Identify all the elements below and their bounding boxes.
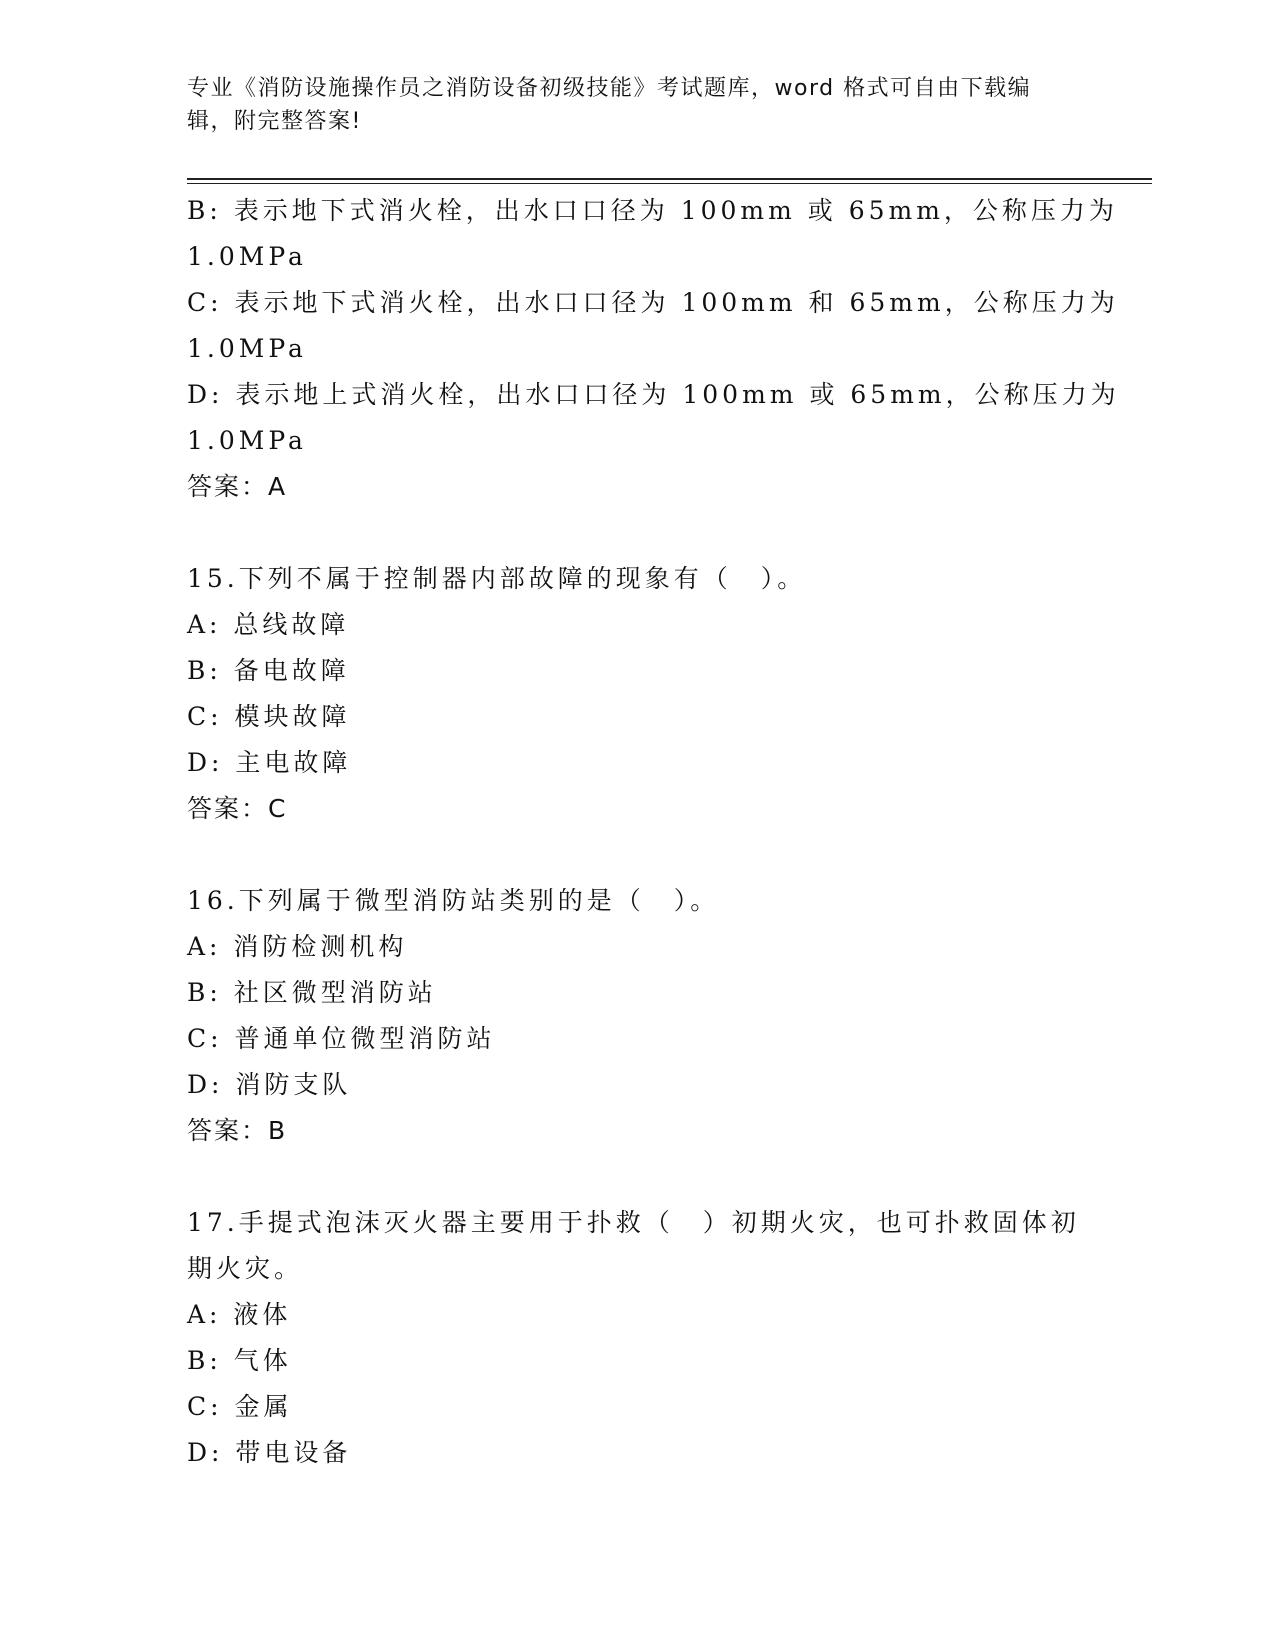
document-header	[187, 72, 1067, 138]
option-c: C: 金属	[187, 1392, 293, 1421]
header-divider-thick	[187, 178, 1152, 180]
spacer	[187, 1154, 1087, 1200]
option-a: A: 液体	[187, 1300, 292, 1329]
question-15-text: 15.下列不属于控制器内部故障的现象有（ ）。	[187, 564, 807, 593]
question-content	[187, 188, 1120, 1476]
header-divider-thin	[187, 183, 1152, 184]
spacer	[187, 832, 1087, 878]
spacer	[187, 510, 1087, 556]
question-16-text: 16.下列属于微型消防站类别的是（ ）。	[187, 886, 720, 915]
option-b: B: 气体	[187, 1346, 292, 1375]
option-d-line-1: D: 表示地上式消火栓，出水口口径为 100mm 或 65mm，公称压力为	[187, 380, 1120, 409]
option-b: B: 备电故障	[187, 656, 350, 685]
option-b-line-2: 1.0MPa	[187, 242, 307, 271]
option-b-line-1: B: 表示地下式消火栓，出水口口径为 100mm 或 65mm，公称压力为	[187, 196, 1118, 225]
option-d: D: 带电设备	[187, 1438, 352, 1467]
question-17-text-line-2: 期火灾。	[187, 1254, 304, 1283]
option-a: A: 消防检测机构	[187, 932, 408, 961]
option-d: D: 主电故障	[187, 748, 352, 777]
question-17	[187, 1200, 1087, 1476]
option-a: A: 总线故障	[187, 610, 350, 639]
question-14-tail	[187, 188, 1120, 510]
answer-16: 答案：B	[187, 1116, 288, 1145]
header-line-2: 辑，附完整答案!	[187, 109, 362, 134]
question-16	[187, 878, 1087, 1154]
option-b: B: 社区微型消防站	[187, 978, 437, 1007]
question-17-text-line-1: 17.手提式泡沫灭火器主要用于扑救（ ）初期火灾，也可扑救固体初	[187, 1208, 1080, 1237]
option-c: C: 普通单位微型消防站	[187, 1024, 496, 1053]
option-d-line-2: 1.0MPa	[187, 426, 307, 455]
question-15	[187, 556, 1087, 832]
option-d: D: 消防支队	[187, 1070, 352, 1099]
answer-15: 答案：C	[187, 794, 288, 823]
option-c-line-2: 1.0MPa	[187, 334, 307, 363]
option-c-line-1: C: 表示地下式消火栓，出水口口径为 100mm 和 65mm，公称压力为	[187, 288, 1119, 317]
answer-14: 答案：A	[187, 472, 288, 501]
header-line-1: 专业《消防设施操作员之消防设备初级技能》考试题库，word 格式可自由下载编	[187, 76, 1032, 101]
option-c: C: 模块故障	[187, 702, 351, 731]
